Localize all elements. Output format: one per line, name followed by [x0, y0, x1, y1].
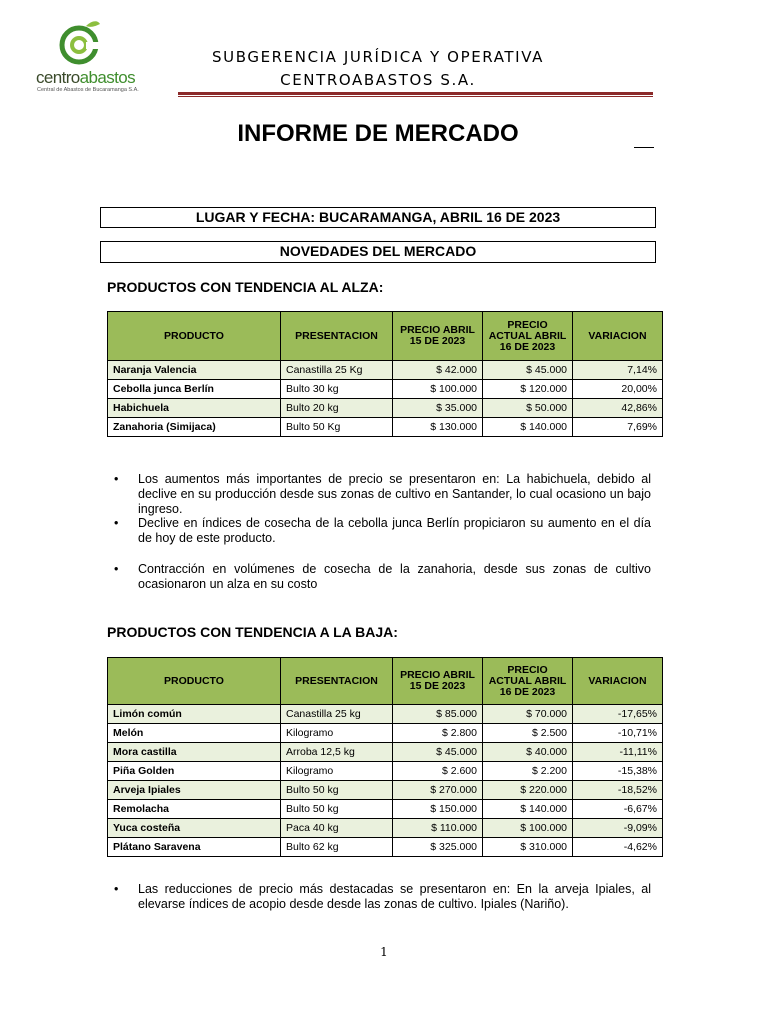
cell-precio-anterior: $ 110.000 — [393, 819, 483, 838]
logo-word-1: centro — [36, 68, 80, 87]
rising-section-heading: PRODUCTOS CON TENDENCIA AL ALZA: — [107, 279, 384, 295]
col-header-precio-actual: PRECIO ACTUAL ABRIL 16 DE 2023 — [483, 658, 573, 705]
cell-variacion: 7,69% — [573, 418, 663, 437]
cell-precio-actual: $ 220.000 — [483, 781, 573, 800]
table-row — [108, 819, 663, 838]
falling-note-1 — [114, 882, 651, 912]
cell-variacion: 42,86% — [573, 399, 663, 418]
cell-producto: Naranja Valencia — [108, 361, 281, 380]
cell-presentacion: Paca 40 kg — [281, 819, 393, 838]
logo-mark-icon — [26, 18, 134, 68]
cell-presentacion: Canastilla 25 kg — [281, 705, 393, 724]
cell-producto: Arveja Ipiales — [108, 781, 281, 800]
cell-precio-anterior: $ 85.000 — [393, 705, 483, 724]
table-row — [108, 743, 663, 762]
header-line-2: CENTROABASTOS S.A. — [280, 71, 476, 89]
cell-presentacion: Kilogramo — [281, 762, 393, 781]
cell-precio-anterior: $ 150.000 — [393, 800, 483, 819]
cell-variacion: -17,65% — [573, 705, 663, 724]
document-title: INFORME DE MERCADO — [237, 120, 519, 147]
cell-precio-anterior: $ 100.000 — [393, 380, 483, 399]
col-header-producto: PRODUCTO — [108, 658, 281, 705]
cell-precio-anterior: $ 270.000 — [393, 781, 483, 800]
rising-prices-table — [107, 311, 663, 437]
cell-variacion: 7,14% — [573, 361, 663, 380]
col-header-precio-anterior: PRECIO ABRIL 15 DE 2023 — [393, 658, 483, 705]
col-header-presentacion: PRESENTACION — [281, 312, 393, 361]
header-line-1: SUBGERENCIA JURÍDICA Y OPERATIVA — [212, 48, 544, 66]
cell-precio-actual: $ 120.000 — [483, 380, 573, 399]
cell-precio-actual: $ 310.000 — [483, 838, 573, 857]
cell-presentacion: Arroba 12,5 kg — [281, 743, 393, 762]
table-row — [108, 838, 663, 857]
table-row — [108, 399, 663, 418]
cell-precio-actual: $ 140.000 — [483, 418, 573, 437]
company-logo — [26, 18, 139, 102]
header-rule-thin — [178, 96, 653, 97]
note-text: Los aumentos más importantes de precio se presentaron en: La habichuela, debido al declive en su producción desde sus zonas de cultivo en Santander, lo cual ocasiono un bajo ingreso. — [138, 472, 651, 516]
cell-precio-actual: $ 2.200 — [483, 762, 573, 781]
cell-precio-anterior: $ 35.000 — [393, 399, 483, 418]
bullet-icon: • — [114, 472, 119, 486]
cell-presentacion: Bulto 50 kg — [281, 800, 393, 819]
logo-subtitle: Central de Abastos de Bucaramanga S.A. — [37, 87, 139, 93]
falling-section-heading: PRODUCTOS CON TENDENCIA A LA BAJA: — [107, 624, 398, 640]
col-header-variacion: VARIACION — [573, 658, 663, 705]
cell-precio-anterior: $ 45.000 — [393, 743, 483, 762]
col-header-variacion: VARIACION — [573, 312, 663, 361]
cell-presentacion: Bulto 50 Kg — [281, 418, 393, 437]
cell-presentacion: Bulto 30 kg — [281, 380, 393, 399]
header-rule-thick — [178, 92, 653, 95]
cell-presentacion: Bulto 20 kg — [281, 399, 393, 418]
note-text: Declive en índices de cosecha de la cebolla junca Berlín propiciaron su aumento en el día de hoy de este producto. — [138, 516, 651, 545]
table-row — [108, 418, 663, 437]
cell-variacion: -10,71% — [573, 724, 663, 743]
cell-producto: Mora castilla — [108, 743, 281, 762]
cell-precio-actual: $ 40.000 — [483, 743, 573, 762]
table-row — [108, 724, 663, 743]
cell-precio-anterior: $ 2.600 — [393, 762, 483, 781]
col-header-precio-anterior: PRECIO ABRIL 15 DE 2023 — [393, 312, 483, 361]
cell-presentacion: Kilogramo — [281, 724, 393, 743]
cell-variacion: -15,38% — [573, 762, 663, 781]
table-row — [108, 380, 663, 399]
cell-producto: Yuca costeña — [108, 819, 281, 838]
note-text: Las reducciones de precio más destacadas se presentaron en: En la arveja Ipiales, al elevarse índices de acopio desde desde las zonas de cultivo. Ipiales (Nariño). — [138, 882, 651, 911]
title-underline-mark — [634, 147, 654, 148]
table-row — [108, 781, 663, 800]
cell-producto: Piña Golden — [108, 762, 281, 781]
place-date-box: LUGAR Y FECHA: BUCARAMANGA, ABRIL 16 DE 2023 — [100, 207, 656, 228]
cell-producto: Melón — [108, 724, 281, 743]
cell-precio-actual: $ 45.000 — [483, 361, 573, 380]
cell-precio-anterior: $ 2.800 — [393, 724, 483, 743]
cell-precio-actual: $ 100.000 — [483, 819, 573, 838]
rising-note-2 — [114, 516, 651, 546]
cell-producto: Zanahoria (Simijaca) — [108, 418, 281, 437]
cell-precio-anterior: $ 130.000 — [393, 418, 483, 437]
bullet-icon: • — [114, 516, 119, 530]
cell-variacion: -4,62% — [573, 838, 663, 857]
cell-producto: Remolacha — [108, 800, 281, 819]
col-header-presentacion: PRESENTACION — [281, 658, 393, 705]
logo-wordmark — [36, 68, 135, 88]
cell-producto: Plátano Saravena — [108, 838, 281, 857]
note-text: Contracción en volúmenes de cosecha de la zanahoria, desde sus zonas de cultivo ocasionaron un alza en su costo — [138, 562, 651, 591]
table-header-row — [108, 312, 663, 361]
cell-variacion: -9,09% — [573, 819, 663, 838]
cell-precio-actual: $ 2.500 — [483, 724, 573, 743]
cell-variacion: -11,11% — [573, 743, 663, 762]
cell-precio-anterior: $ 42.000 — [393, 361, 483, 380]
cell-producto: Limón común — [108, 705, 281, 724]
news-heading-box: NOVEDADES DEL MERCADO — [100, 241, 656, 263]
bullet-icon: • — [114, 882, 119, 896]
col-header-precio-actual: PRECIO ACTUAL ABRIL 16 DE 2023 — [483, 312, 573, 361]
cell-variacion: -6,67% — [573, 800, 663, 819]
cell-producto: Habichuela — [108, 399, 281, 418]
table-row — [108, 800, 663, 819]
rising-note-3 — [114, 562, 651, 592]
falling-prices-table — [107, 657, 663, 857]
cell-presentacion: Bulto 50 kg — [281, 781, 393, 800]
table-row — [108, 361, 663, 380]
table-row — [108, 762, 663, 781]
cell-variacion: 20,00% — [573, 380, 663, 399]
bullet-icon: • — [114, 562, 119, 576]
cell-precio-actual: $ 140.000 — [483, 800, 573, 819]
page-number: 1 — [380, 945, 388, 959]
cell-producto: Cebolla junca Berlín — [108, 380, 281, 399]
cell-variacion: -18,52% — [573, 781, 663, 800]
cell-presentacion: Canastilla 25 Kg — [281, 361, 393, 380]
cell-precio-actual: $ 70.000 — [483, 705, 573, 724]
table-header-row — [108, 658, 663, 705]
logo-word-2: abastos — [79, 68, 135, 87]
rising-note-1 — [114, 472, 651, 517]
col-header-producto: PRODUCTO — [108, 312, 281, 361]
cell-presentacion: Bulto 62 kg — [281, 838, 393, 857]
cell-precio-anterior: $ 325.000 — [393, 838, 483, 857]
cell-precio-actual: $ 50.000 — [483, 399, 573, 418]
table-row — [108, 705, 663, 724]
